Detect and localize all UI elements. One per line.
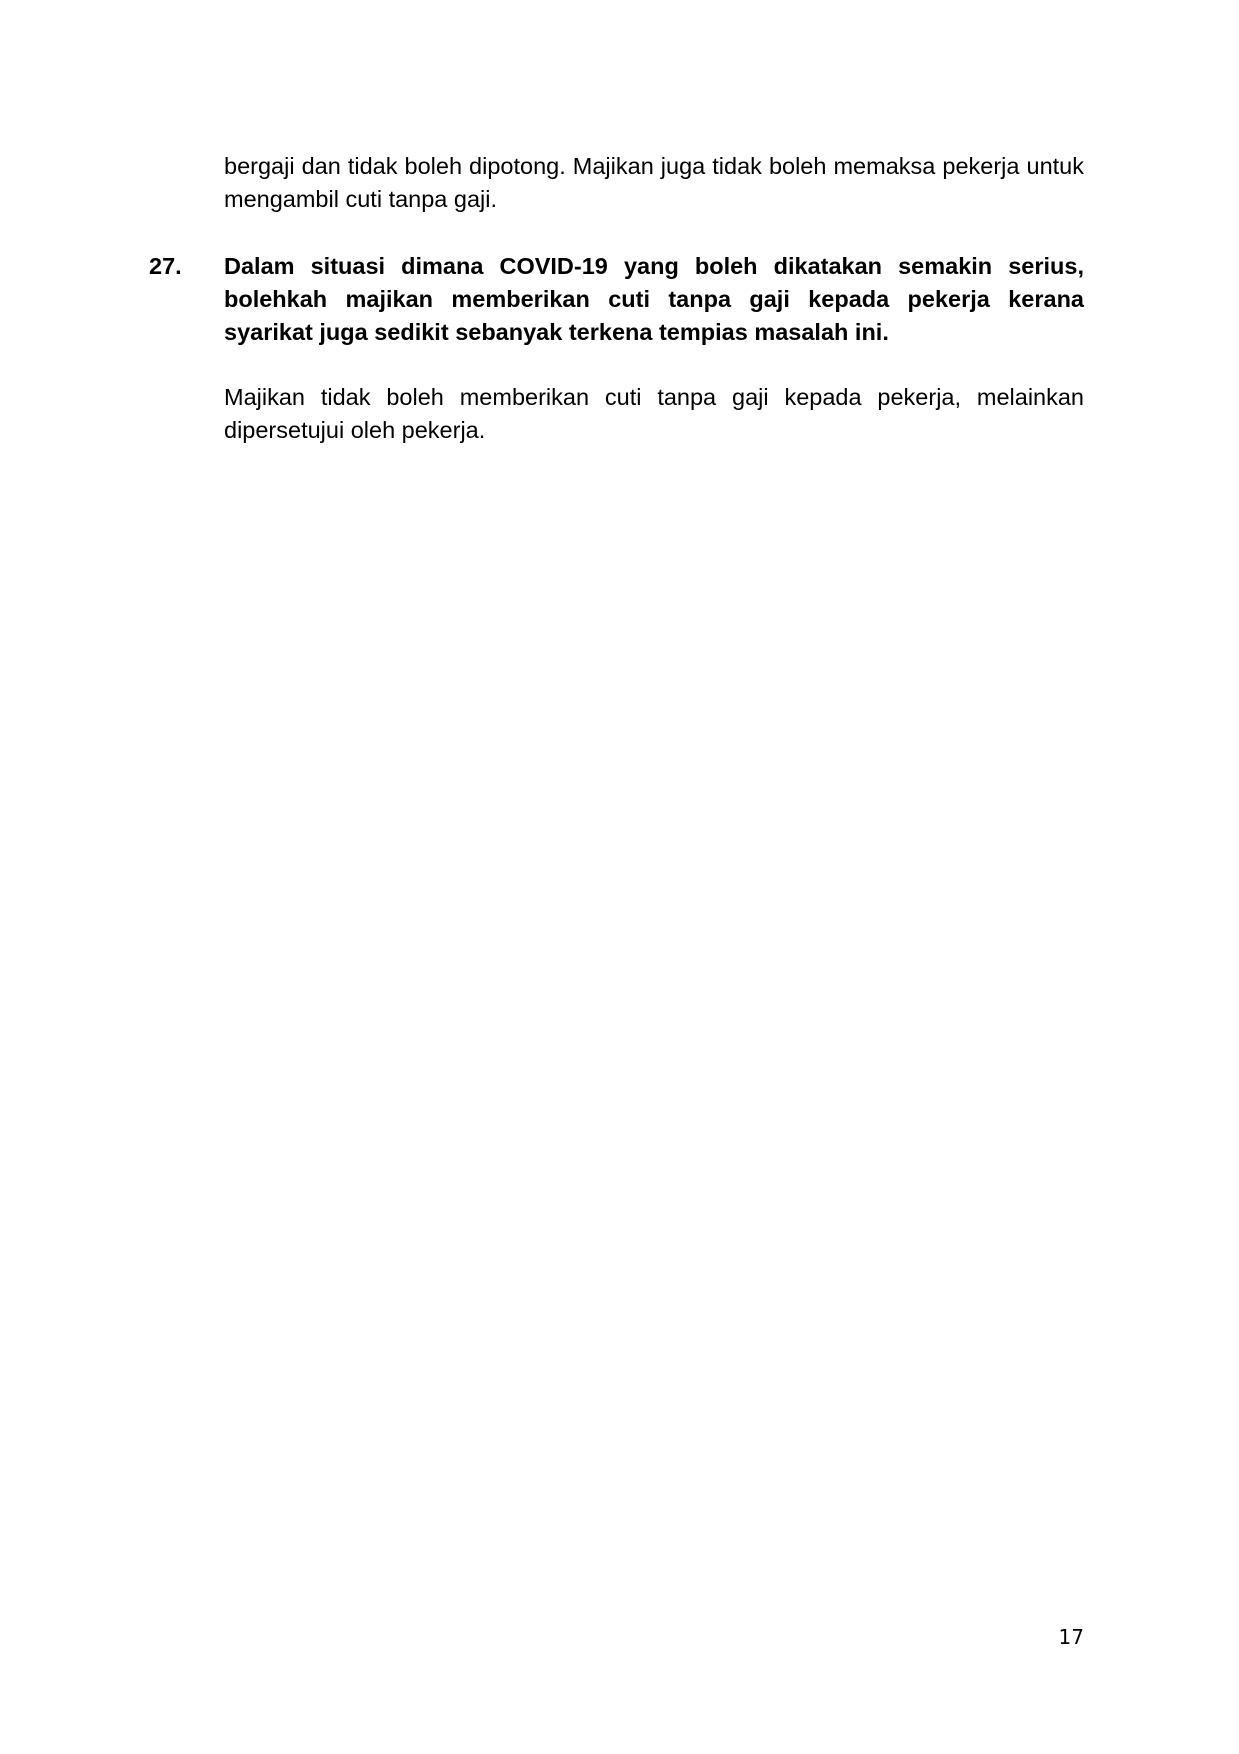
continued-paragraph: bergaji dan tidak boleh dipotong. Majikan juga tidak boleh memaksa pekerja untuk mengambil cuti tanpa gaji. [224, 153, 1084, 212]
question-number: 27. [149, 253, 182, 279]
page-number: 17 [1058, 1625, 1084, 1649]
question-text: Dalam situasi dimana COVID-19 yang boleh dikatakan semakin serius, bolehkah majikan memberikan cuti tanpa gaji kepada pekerja kerana syarikat juga sedikit sebanyak terkena tempias masalah ini. [224, 253, 1084, 345]
answer-text: Majikan tidak boleh memberikan cuti tanpa gaji kepada pekerja, melainkan dipersetujui oleh pekerja. [224, 384, 1084, 443]
